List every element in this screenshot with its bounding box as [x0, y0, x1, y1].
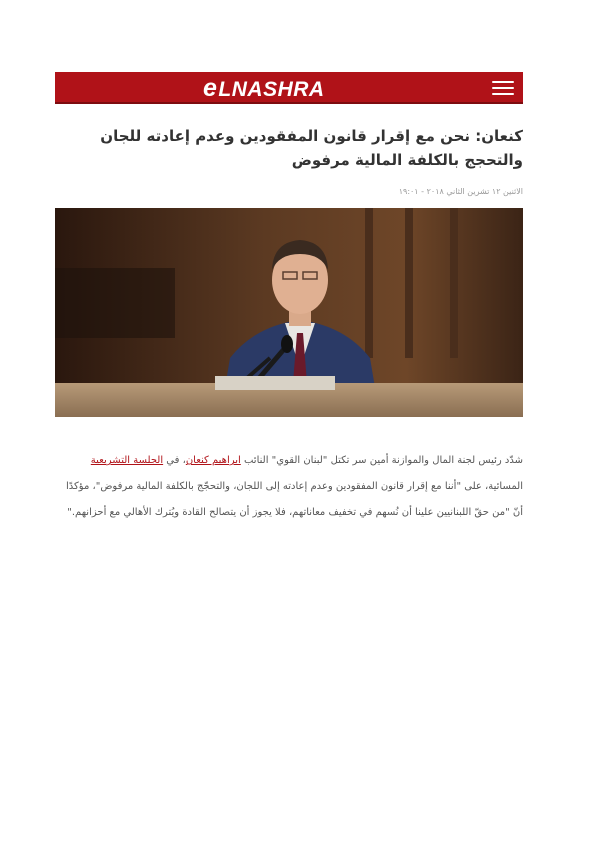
article-date: الاثنين ١٢ تشرين الثاني ٢٠١٨ - ١٩:٠١ [398, 187, 523, 196]
site-logo[interactable] [203, 76, 325, 100]
link-legislative-session[interactable]: الجلسة التشريعية [90, 455, 164, 466]
article-title: كنعان: نحن مع إقرار قانون المفقودين وعدم إعادته للجان والتحجج بالكلفة المالية مرفوض [100, 127, 523, 169]
link-ibrahim-kanaan[interactable]: ابراهيم كنعان [185, 455, 241, 466]
logo-mark: e [203, 74, 218, 102]
article-photo-graphic [55, 208, 523, 417]
body-text-1: شدّد رئيس لجنة المال والموازنة أمين سر تكتل "لبنان القوي" النائب [240, 455, 523, 466]
hamburger-menu-icon[interactable] [492, 80, 514, 96]
site-header [55, 72, 523, 104]
body-text-2: ، في [163, 455, 186, 466]
article-body [60, 448, 523, 526]
menu-bar [492, 81, 514, 83]
menu-bar [492, 93, 514, 95]
logo-text: LNASHRA [218, 78, 325, 101]
menu-bar [492, 87, 514, 89]
body-text-3: المسائية، على "أننا مع إقرار قانون المفقودين وعدم إعادته إلى اللجان، والتحجّج بالكلفة المالية مرفوض"، مؤكدًا أنّ "من حقّ اللبنانيين علينا أن نُسهم في تخفيف معاناتهم، فلا يجوز أن يتصالح القادة ويُترك الأهالي مع أحزانهم." [66, 481, 523, 518]
article-photo [55, 208, 523, 417]
